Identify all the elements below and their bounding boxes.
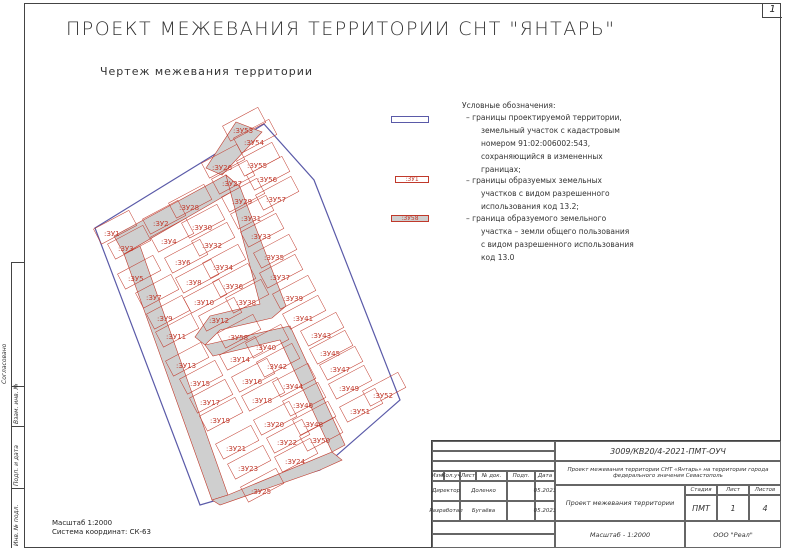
tb-sheet: 1 — [717, 495, 749, 521]
tb-role: Разработал — [432, 501, 460, 521]
legend-line: код 13.0 — [481, 253, 515, 262]
strip-cell — [11, 262, 24, 386]
parcel-label: :ЗУ36 — [223, 283, 244, 291]
tb-header: Подп. — [507, 471, 535, 481]
legend-line: с видом разрешенного использования — [481, 240, 634, 249]
tb-header: Кол.уч. — [441, 473, 463, 479]
parcel-label: :ЗУ41 — [293, 315, 314, 323]
tb-empty — [432, 441, 555, 451]
tb-header: Лист — [461, 473, 475, 479]
strip-label-inv-orig: Инв. № подл. — [13, 504, 20, 546]
tb-name: Доленко — [460, 481, 507, 501]
tb-sheets: 4 — [749, 495, 781, 521]
parcel-label: :ЗУ32 — [202, 242, 223, 250]
parcel-label: :ЗУ3 — [118, 245, 134, 253]
tb-date: 05.2023 — [535, 481, 555, 501]
parcel-label: :ЗУ54 — [244, 139, 265, 147]
strip-label-agreed: Согласовано — [1, 343, 8, 384]
parcel-label: :ЗУ47 — [330, 366, 351, 374]
parcel-label: :ЗУ48 — [303, 421, 324, 429]
parcel-label: :ЗУ1 — [104, 230, 120, 238]
legend-line: участков с видом разрешенного — [481, 189, 610, 198]
parcel-label: :ЗУ37 — [270, 274, 291, 282]
parcel-label: :ЗУ14 — [230, 356, 251, 364]
legend-symbol-common-land: :ЗУ58 — [391, 215, 429, 222]
parcel-label: :ЗУ58 — [228, 334, 249, 342]
strip-label-sign-date: Подп. и дата — [13, 445, 20, 486]
left-margin-strip — [0, 262, 24, 548]
tb-empty — [432, 521, 555, 534]
legend-line: участка – земли общего пользования — [481, 227, 630, 236]
parcel-label: :ЗУ10 — [194, 299, 215, 307]
legend-line: – граница образуемого земельного — [466, 214, 607, 223]
parcel-label: :ЗУ27 — [222, 180, 243, 188]
parcel-label: :ЗУ40 — [256, 344, 277, 352]
tb-header: Дата — [535, 471, 555, 481]
tb-org: ООО "Реал" — [685, 521, 781, 548]
parcel-label: :ЗУ45 — [320, 350, 341, 358]
drawing-title: Чертеж межевания территории — [100, 65, 314, 78]
parcel-label: :ЗУ11 — [166, 333, 187, 341]
parcel-label: :ЗУ20 — [264, 421, 285, 429]
tb-name: Бугаёва — [460, 501, 507, 521]
tb-date: 05.2023 — [535, 501, 555, 521]
parcel-label: :ЗУ15 — [190, 380, 211, 388]
parcel-label: :ЗУ22 — [277, 439, 298, 447]
page-number: 1 — [762, 3, 782, 18]
legend-line: земельный участок с кадастровым — [481, 126, 620, 135]
tb-sign — [507, 501, 535, 521]
parcel-label: :ЗУ6 — [175, 259, 191, 267]
parcel-label: :ЗУ35 — [264, 254, 285, 262]
page-title: ПРОЕКТ МЕЖЕВАНИЯ ТЕРРИТОРИИ СНТ "ЯНТАРЬ" — [66, 18, 616, 40]
coord-system-text: Система координат: СК-63 — [52, 528, 151, 536]
parcel-label: :ЗУ44 — [283, 383, 304, 391]
legend-line: номером 91:02:006002:543, — [481, 139, 591, 148]
tb-sheets-label: Листов — [749, 485, 781, 495]
scale-text: Масштаб 1:2000 — [52, 519, 113, 527]
parcel-label: :ЗУ4 — [161, 238, 177, 246]
parcel-label: :ЗУ46 — [293, 402, 314, 410]
legend-line: границах; — [481, 165, 521, 174]
tb-scale: Масштаб - 1:2000 — [555, 521, 685, 548]
legend-line: сохраняющийся в измененных — [481, 152, 603, 161]
strip-label-replace-inv: Взам. инв. № — [13, 383, 20, 424]
parcel-label: :ЗУ19 — [210, 417, 231, 425]
parcel-label: :ЗУ5 — [128, 275, 144, 283]
tb-project-name: Проект межевания территории СНТ «Янтарь» на территории города федерального значения Севастополь — [555, 461, 781, 485]
parcel-label: :ЗУ30 — [192, 224, 213, 232]
parcel-label: :ЗУ9 — [157, 315, 173, 323]
tb-empty — [432, 534, 555, 548]
parcel-label: :ЗУ16 — [242, 378, 263, 386]
scale-info — [52, 519, 151, 537]
legend-symbol-parcel: :ЗУ1 — [395, 176, 429, 183]
tb-doc-title: Проект межевания территории — [555, 485, 685, 521]
legend-line: – границы образуемых земельных — [466, 176, 602, 185]
parcel-label: :ЗУ24 — [285, 458, 306, 466]
parcel-label: :ЗУ28 — [179, 204, 200, 212]
title-block — [431, 440, 781, 548]
parcel-label: :ЗУ13 — [176, 362, 197, 370]
parcel-label: :ЗУ39 — [283, 295, 304, 303]
parcel-label: :ЗУ23 — [238, 465, 259, 473]
tb-empty — [432, 451, 555, 461]
tb-stage: ПМТ — [685, 495, 717, 521]
parcel-label: :ЗУ17 — [200, 399, 221, 407]
parcel-label: :ЗУ31 — [241, 215, 262, 223]
parcel-label: :ЗУ49 — [339, 385, 360, 393]
tb-empty — [432, 461, 555, 471]
parcel-label: :ЗУ21 — [226, 445, 247, 453]
tb-stage-label: Стадия — [685, 485, 717, 495]
parcel-label: :ЗУ29 — [232, 198, 253, 206]
tb-header: Изм. — [431, 473, 445, 479]
parcel-label: :ЗУ33 — [251, 233, 272, 241]
parcel-label: :ЗУ52 — [373, 392, 394, 400]
parcel-label: :ЗУ12 — [209, 317, 230, 325]
parcel-label: :ЗУ53 — [233, 127, 254, 135]
parcel-label: :ЗУ26 — [212, 164, 233, 172]
parcel-label: :ЗУ57 — [266, 196, 287, 204]
parcel-label: :ЗУ7 — [146, 294, 162, 302]
parcel-label: :ЗУ42 — [267, 363, 288, 371]
parcel-label: :ЗУ51 — [350, 408, 371, 416]
parcel-label: :ЗУ55 — [247, 162, 268, 170]
tb-sign — [507, 481, 535, 501]
parcel-label: :ЗУ38 — [236, 299, 257, 307]
legend-title: Условные обозначения: — [462, 101, 556, 110]
parcel-label: :ЗУ2 — [153, 220, 169, 228]
parcel-label: :ЗУ34 — [213, 264, 234, 272]
parcel-label: :ЗУ56 — [257, 176, 278, 184]
parcel-label: :ЗУ25 — [251, 488, 272, 496]
parcel-label: :ЗУ43 — [311, 332, 332, 340]
tb-sheet-label: Лист — [717, 485, 749, 495]
tb-header: № док. — [476, 471, 507, 481]
legend-line: использования код 13.2; — [481, 202, 579, 211]
legend-line: – границы проектируемой территории, — [466, 113, 622, 122]
tb-code: 3009/КВ20/4-2021-ПМТ-ОУЧ — [555, 441, 781, 461]
parcel-label: :ЗУ18 — [252, 397, 273, 405]
parcel-label: :ЗУ50 — [310, 437, 331, 445]
tb-role: Директор — [432, 481, 460, 501]
parcel-label: :ЗУ8 — [186, 279, 202, 287]
